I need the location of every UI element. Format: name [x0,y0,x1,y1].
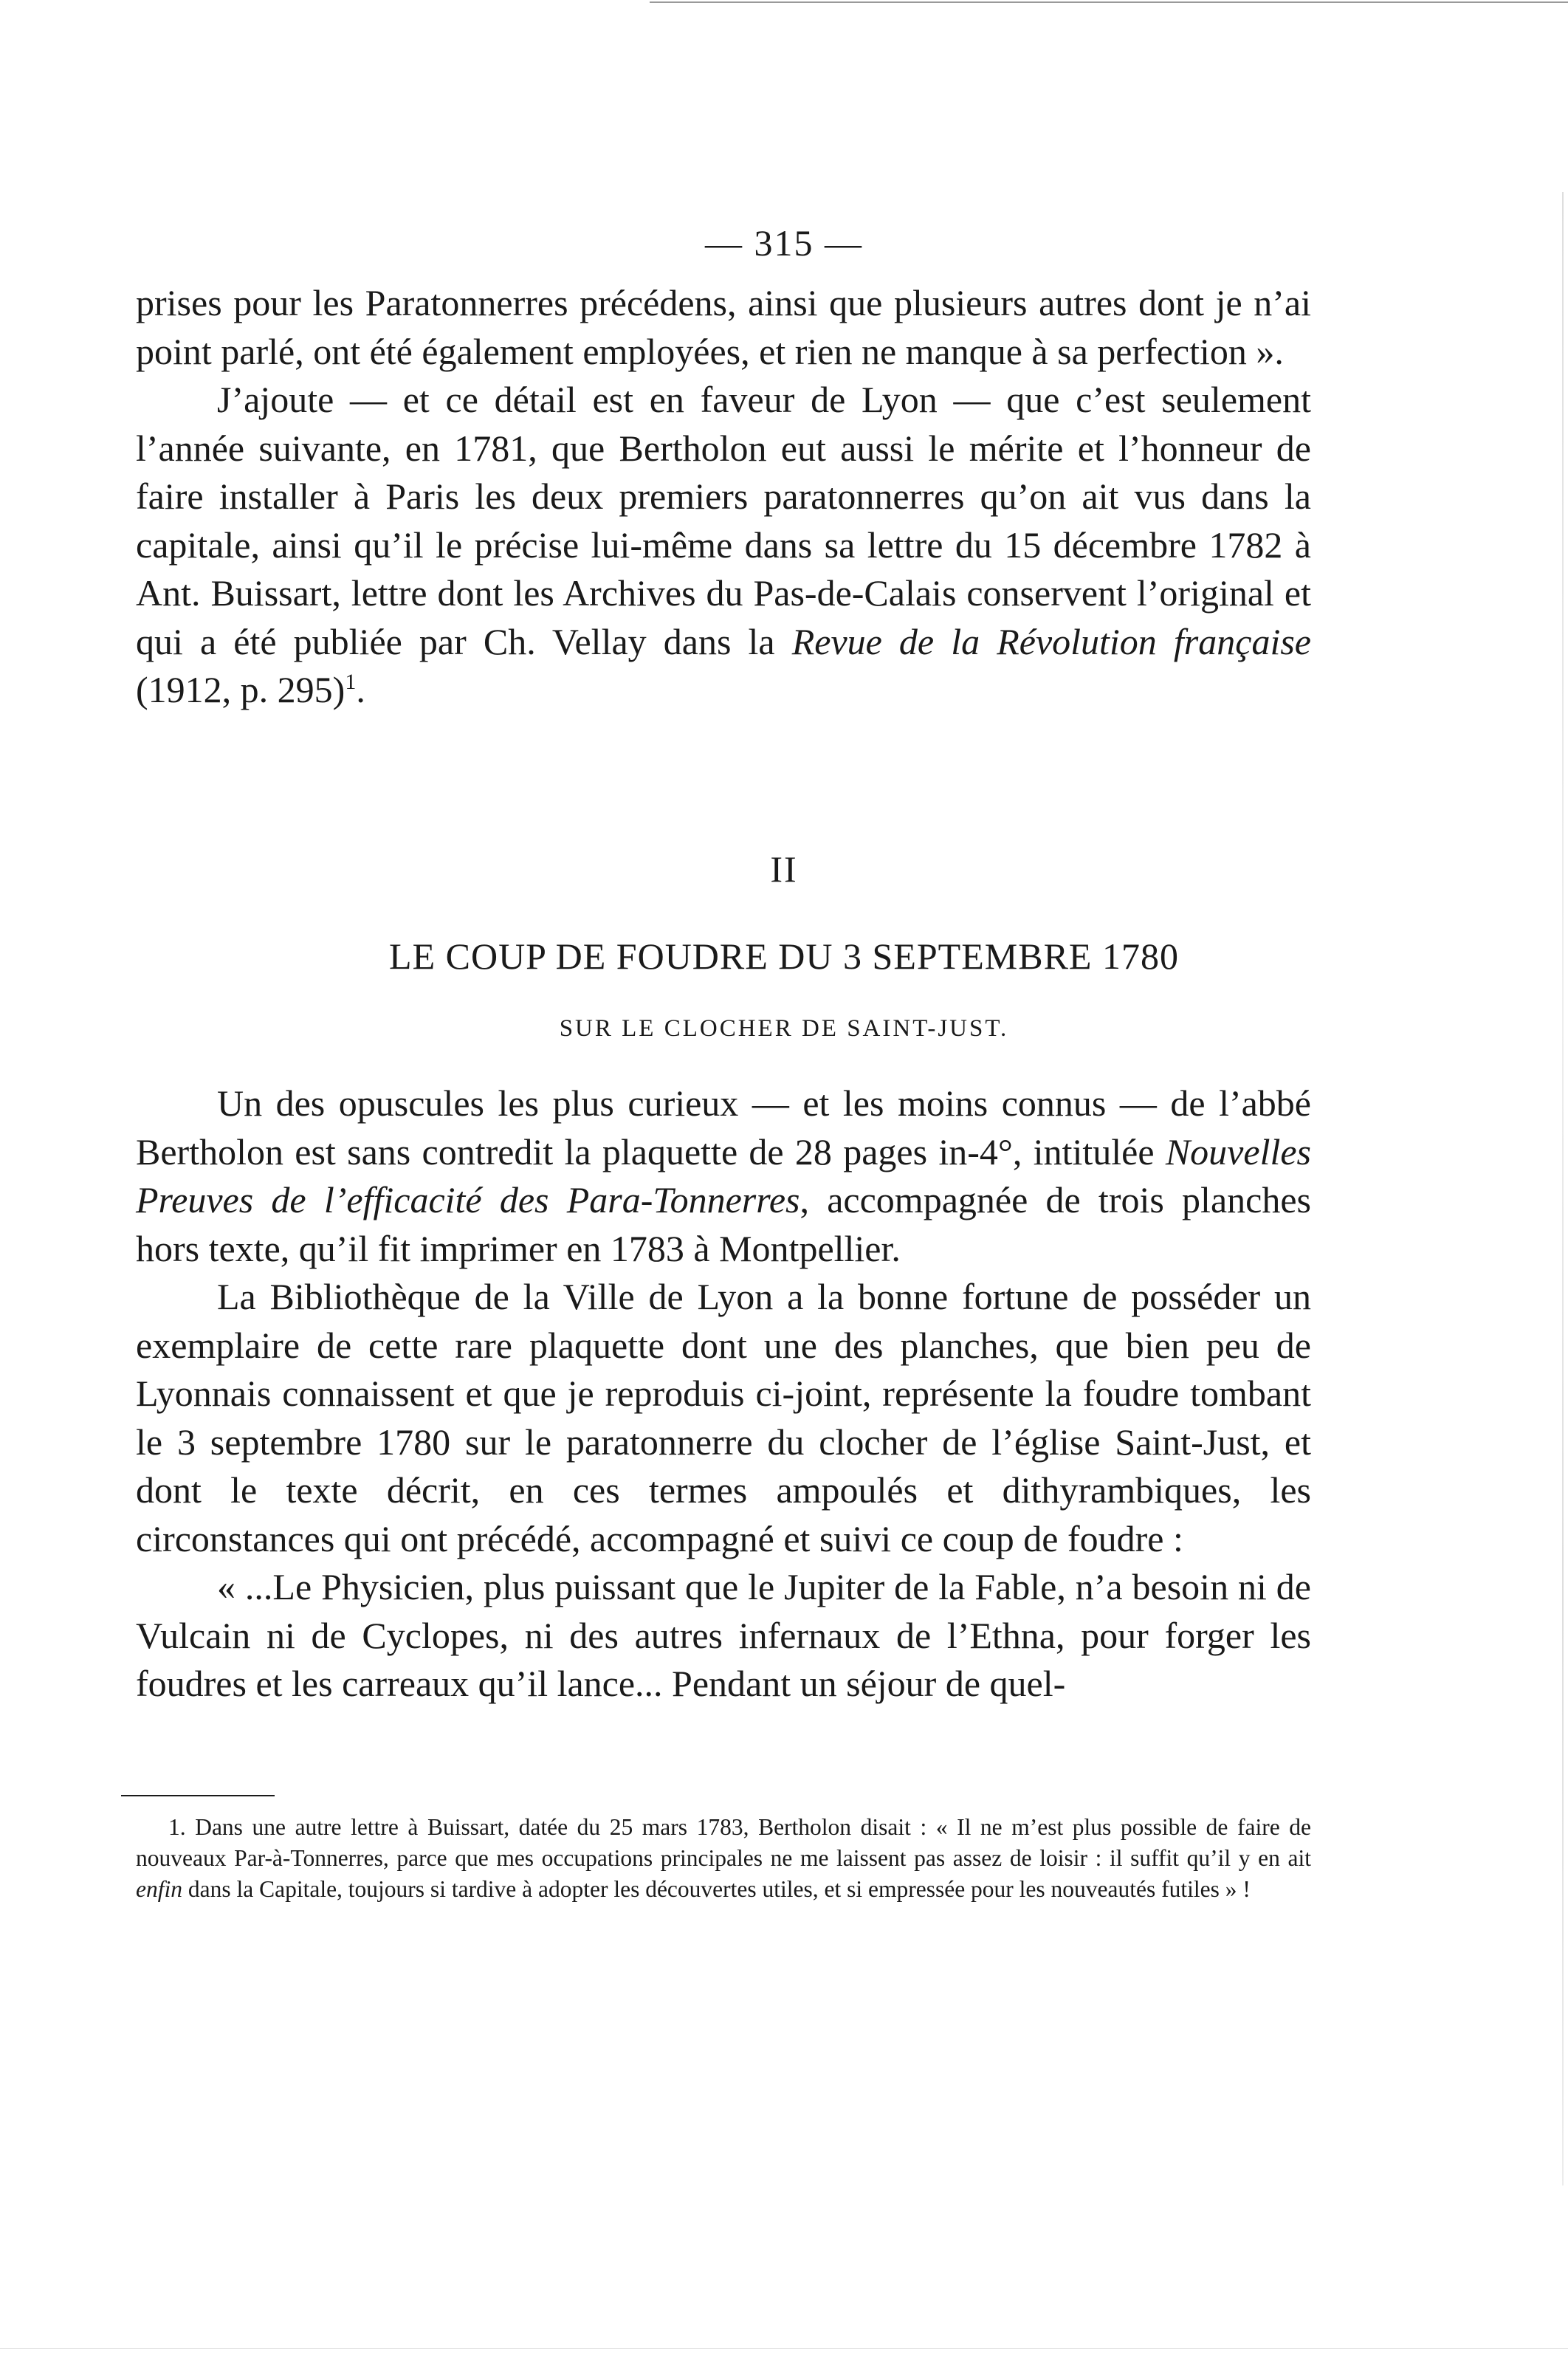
section-subtitle: SUR LE CLOCHER DE SAINT-JUST. [559,1015,1009,1042]
journal-title: Revue de la Révolution française [791,620,1311,662]
text-block-top [136,279,1311,715]
footnote [136,1812,1311,1905]
paragraph-end: , accompagnée de trois planches hors texte, qu’il fit imprimer en 1783 à Montpellier. [136,1179,1311,1269]
text-block-section [136,1079,1311,1709]
citation: (1912, p. 295) [136,669,345,710]
paragraph-paris-lightning-rods [136,376,1311,715]
section-title: LE COUP DE FOUDRE DU 3 SEPTEMBRE 1780 [389,935,1179,977]
paragraph-end: . [356,669,365,710]
footnote-text: Dans une autre lettre à Buissart, datée du 25 mars 1783, Bertholon disait : « Il ne m’est plus possible de faire de nouveaux Par-à-Tonnerres, parce que mes occupations principales ne me laissent pas assez de loisir : il suffit qu’il y en ait [136,1814,1311,1871]
scan-right-edge [1562,192,1564,2185]
footnote-reference: 1 [345,670,357,694]
paragraph-continued: prises pour les Paratonnerres précédens, ainsi que plusieurs autres dont je n’ai point parlé, ont été également employées, et rien ne manque à sa perfection ». [136,282,1311,372]
paragraph-bibliotheque: La Bibliothèque de la Ville de Lyon a la bonne fortune de posséder un exemplaire de cette rare plaquette dont une des planches, que bien peu de Lyonnais connaissent et que je reproduis ci-joint, représente la foudre tombant le 3 septembre 1780 sur le paratonnerre du clocher de l’église Saint-Just, et dont le texte décrit, en ces termes ampoulés et dithyrambiques, les circonstances qui ont précédé, accompagné et suivi ce coup de foudre : [136,1276,1311,1559]
footnote-emphasis: enfin [136,1876,182,1902]
section-number: II [770,848,798,890]
paragraph-opuscule [136,1079,1311,1273]
scan-top-rule [650,1,1568,3]
page-number: — 315 — [705,222,863,264]
work-title: Nouvelles Preuves de l’efficacité des Para-Tonnerres [136,1130,1311,1220]
footnote-number: 1. [168,1814,196,1840]
paragraph-quotation: « ...Le Physicien, plus puissant que le Jupiter de la Fable, n’a besoin ni de Vulcain ni de Cyclopes, ni des autres infernaux de l’Ethna, pour forger les foudres et les carreaux qu’il lance... Pendant un séjour de quel- [136,1566,1311,1704]
footnote-divider [121,1795,275,1796]
footnote-text-end: dans la Capitale, toujours si tardive à adopter les découvertes utiles, et si empressée pour les nouveautés futiles » ! [182,1876,1251,1902]
scan-bottom-rule [0,2348,1568,2349]
paragraph-text: Un des opuscules les plus curieux — et les moins connus — de l’abbé Bertholon est sans contredit la plaquette de 28 pages in-4°, intitulée [136,1082,1311,1172]
paragraph-text: J’ajoute — et ce détail est en faveur de Lyon — que c’est seulement l’année suivante, en 1781, que Bertholon eut aussi le mérite et l’honneur de faire installer à Paris les deux premiers paratonnerres qu’on ait vus dans la capitale, ainsi qu’il le précise lui-même dans sa lettre du 15 décembre 1782 à Ant. Buissart, lettre dont les Archives du Pas-de-Calais conservent l’original et qui a été publiée par Ch. Vellay dans la [136,379,1311,662]
